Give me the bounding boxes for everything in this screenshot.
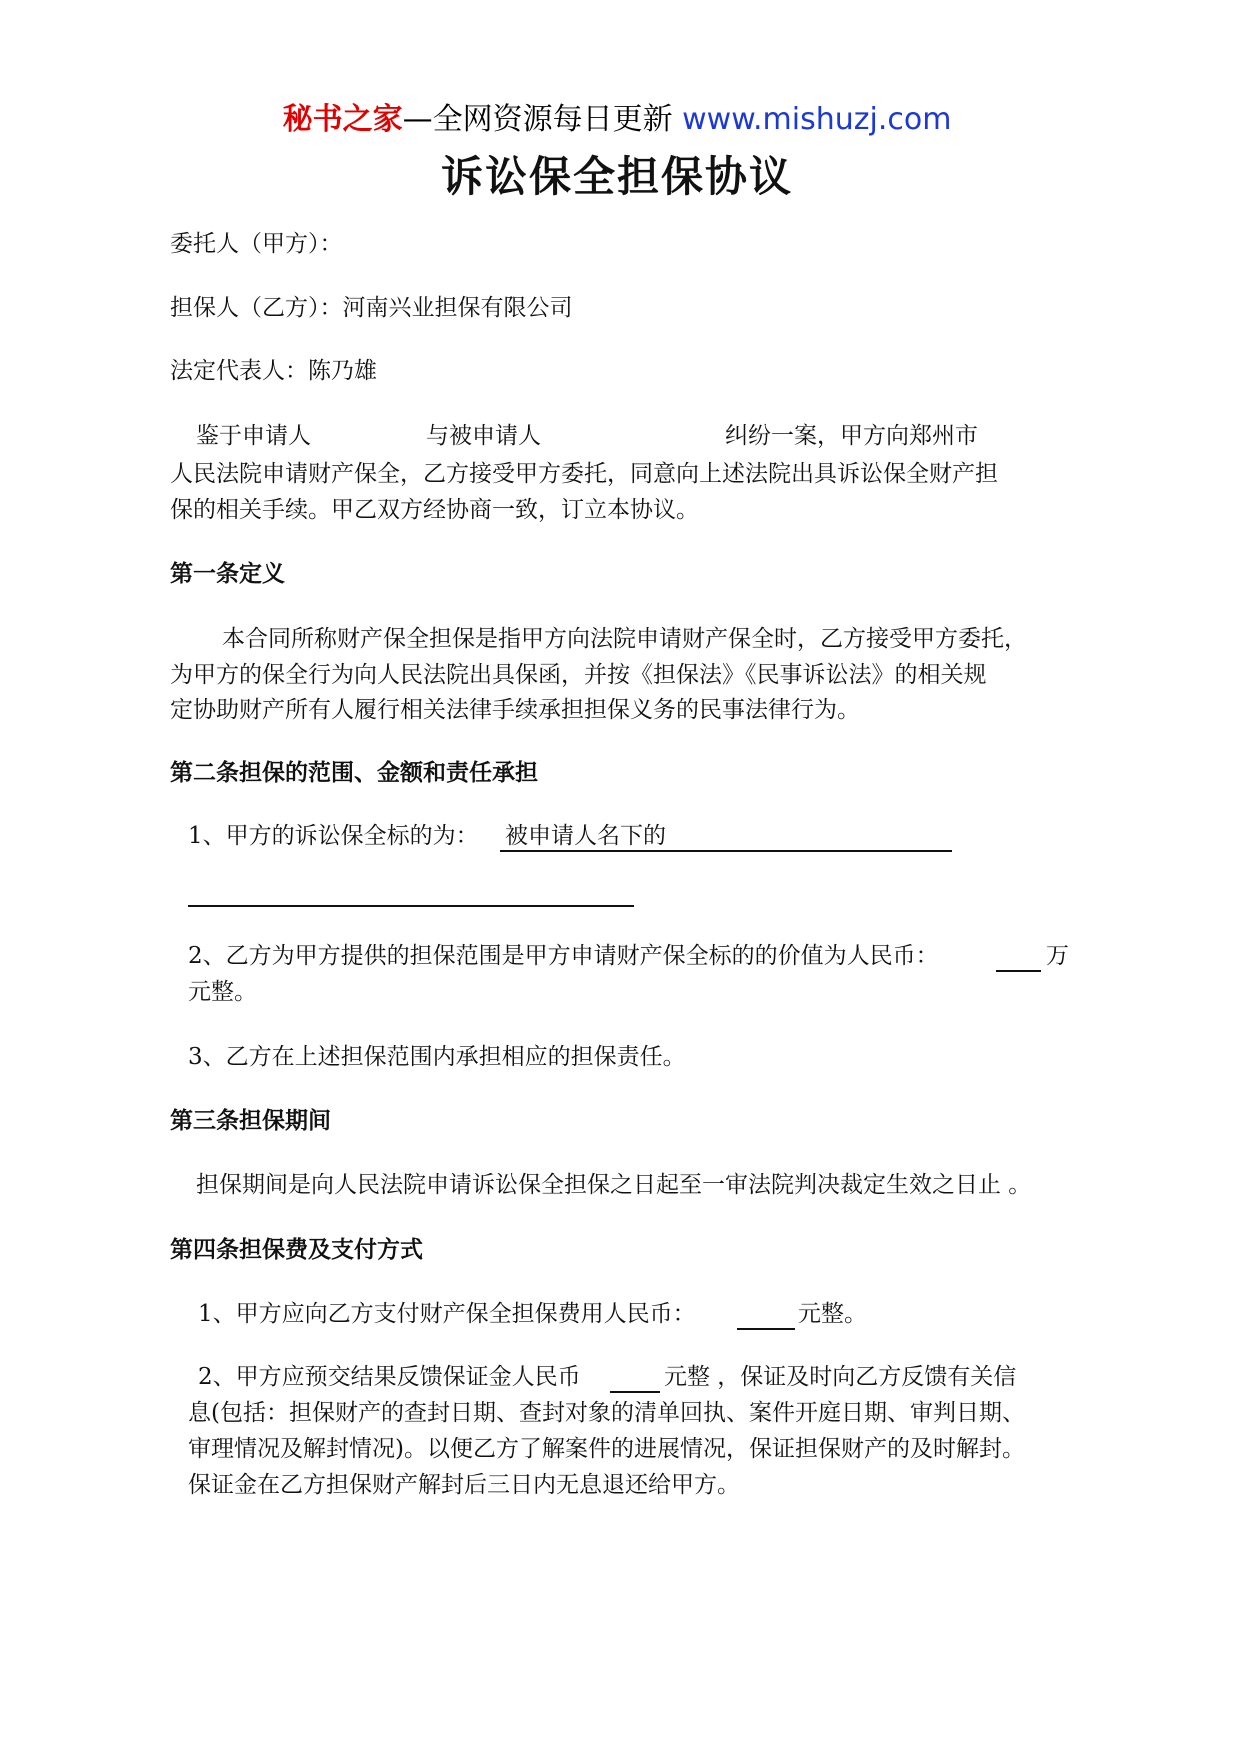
article-4-item-2-line-2: 息(包括：担保财产的查封日期、查封对象的清单回执、案件开庭日期、审判日期、 [188, 1400, 1025, 1426]
article-4-item-2-line-1a: 2、甲方应预交结果反馈保证金人民币 [198, 1364, 581, 1390]
article-4-item-2-line-1b: 元整 ，保证及时向乙方反馈有关信 [664, 1364, 1017, 1390]
article-1-line-2: 为甲方的保全行为向人民法院出具保函，并按《担保法》《民事诉讼法》的相关规 [170, 662, 987, 688]
amount-blank [996, 970, 1041, 972]
article-3-heading: 第三条担保期间 [170, 1108, 331, 1134]
subject-continuation-underline [188, 905, 634, 907]
article-4-heading: 第四条担保费及支付方式 [170, 1237, 423, 1263]
preamble-applicant: 鉴于申请人 [196, 423, 311, 449]
preamble-line-3: 保的相关手续。甲乙双方经协商一致，订立本协议。 [170, 497, 699, 523]
document-title: 诉讼保全担保协议 [440, 152, 793, 201]
article-4-item-2-line-4: 保证金在乙方担保财产解封后三日内无息退还给甲方。 [188, 1472, 740, 1498]
article-1-line-3: 定协助财产所有人履行相关法律手续承担担保义务的民事法律行为。 [170, 697, 860, 723]
article-1-heading: 第一条定义 [170, 561, 285, 587]
brand-name: 秘书之家 [282, 102, 403, 137]
deposit-blank [610, 1391, 660, 1393]
banner-slogan: —全网资源每日更新 [402, 102, 673, 137]
article-2-item-1-label: 1、甲方的诉讼保全标的为： [188, 823, 479, 849]
article-1-line-1: 本合同所称财产保全担保是指甲方向法院申请财产保全时，乙方接受甲方委托， [222, 626, 1027, 652]
guarantor-party-line: 担保人（乙方）：河南兴业担保有限公司 [170, 295, 573, 321]
preamble-respondent: 与被申请人 [426, 423, 541, 449]
subject-underline [500, 850, 952, 852]
article-4-item-1: 1、甲方应向乙方支付财产保全担保费用人民币： [198, 1301, 696, 1327]
article-2-item-1-value: 被申请人名下的 [505, 823, 666, 849]
preamble-dispute: 纠纷一案，甲方向郑州市 [725, 423, 978, 449]
legal-representative-line: 法定代表人：陈乃雄 [170, 358, 377, 384]
article-2-item-2-unit: 万 [1046, 943, 1069, 969]
article-2-heading: 第二条担保的范围、金额和责任承担 [170, 760, 538, 786]
client-party-line: 委托人（甲方）： [170, 231, 343, 257]
article-3-text: 担保期间是向人民法院申请诉讼保全担保之日起至一审法院判决裁定生效之日止 。 [196, 1172, 1032, 1198]
site-banner [0, 100, 1234, 140]
preamble-line-2: 人民法院申请财产保全，乙方接受甲方委托，同意向上述法院出具诉讼保全财产担 [170, 461, 998, 487]
article-4-item-2-line-3: 审理情况及解封情况)。以便乙方了解案件的进展情况，保证担保财产的及时解封。 [188, 1436, 1025, 1462]
article-2-item-3: 3、乙方在上述担保范围内承担相应的担保责任。 [188, 1044, 686, 1070]
article-4-item-1-unit: 元整。 [798, 1301, 867, 1327]
article-2-item-2-line-2: 元整。 [188, 979, 257, 1005]
fee-blank [737, 1328, 795, 1330]
article-2-item-2-line-1: 2、乙方为甲方提供的担保范围是甲方申请财产保全标的的价值为人民币： [188, 943, 939, 969]
site-url[interactable]: www.mishuzj.com [682, 102, 952, 137]
